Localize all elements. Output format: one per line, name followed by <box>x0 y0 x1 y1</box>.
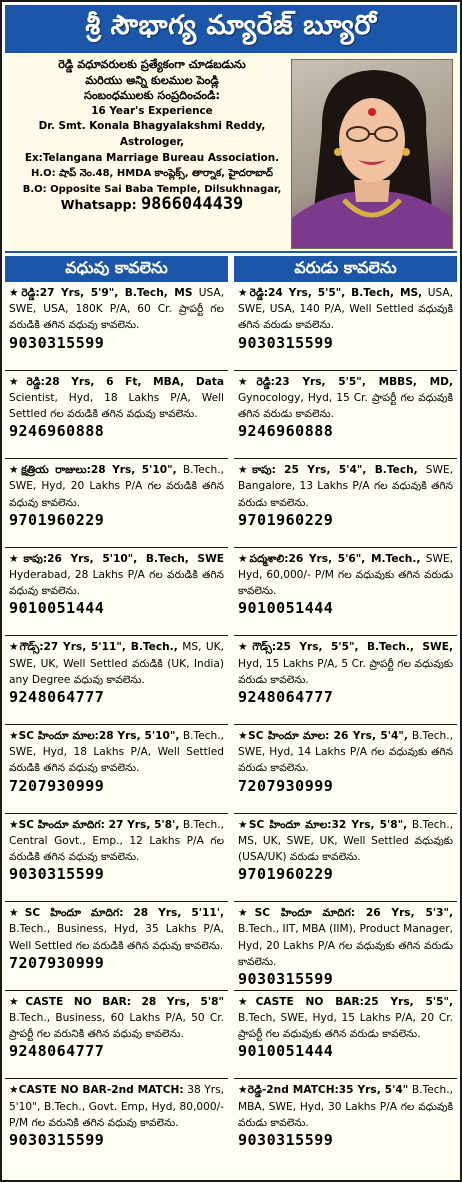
ad-entry <box>234 991 457 1080</box>
ad-text <box>9 728 224 777</box>
ad-text <box>238 374 453 423</box>
ad-headline: ★కాపు:26 Yrs, 5'10", B.Tech, SWE <box>9 552 224 565</box>
ad-headline: ★పద్మశాలి:26 Yrs, 5'6", M.Tech., <box>238 552 421 565</box>
ad-entry <box>5 548 228 637</box>
ad-phone[interactable]: 9248064777 <box>9 687 105 706</box>
ad-headline: ★రెడ్డి:24 Yrs, 5'5", B.Tech, MS, <box>238 287 423 299</box>
ex-role: Ex:Telangana Marriage Bureau Association. <box>24 151 280 164</box>
ad-text <box>9 905 224 954</box>
ad-details: Scientist, Hyd, 18 Lakhs P/A, Well Settled గల వరుడికి తగిన వధువు కావలెను. <box>9 391 224 420</box>
ad-headline: ★రెడ్డి-2nd MATCH:35 Yrs, 5'4" <box>238 1084 409 1097</box>
ad-headline: ★రెడ్డి:28 Yrs, 6 Ft, MBA, Data <box>9 375 224 388</box>
owner-role: Astrologer, <box>119 135 185 148</box>
ad-headline: ★CASTE NO BAR: 28 Yrs, 5'8" <box>9 995 224 1008</box>
experience: 16 Year's Experience <box>91 104 213 117</box>
ad-phone[interactable]: 9248064777 <box>238 687 334 706</box>
owner-name: Dr. Smt. Konala Bhagyalakshmi Reddy, <box>38 120 266 133</box>
ad-headline: ★గౌడ్స్:25 Yrs, 5'5", B.Tech., SWE, <box>238 641 453 654</box>
head-office: H.O: షాప్ నెం.48, HMDA కాంప్లెక్స్, తార్నాక, హైదరాబాద్ <box>31 168 273 180</box>
ad-text <box>9 462 224 511</box>
ad-details: SWE, Hyd, 60,000/- P/M గల వధువుకు తగిన వరుడు కావలెను. <box>238 552 453 598</box>
ad-phone[interactable]: 9246960888 <box>9 422 105 441</box>
ad-headline: ★కాపు: 25 Yrs, 5'4", B.Tech, <box>238 464 418 477</box>
groom-wanted-heading: వరుడు కావలెను <box>234 256 457 282</box>
ad-entry <box>234 725 457 814</box>
ad-details: USA, SWE, USA, 180K P/A, 60 Cr. ప్రాపర్టీ గల వరుడికి తగిన వధువు కావలెను. <box>9 287 224 332</box>
ad-entry <box>5 725 228 814</box>
ad-headline: ★CASTE NO BAR-2nd MATCH: <box>9 1084 184 1097</box>
ad-details: B.Tech., Central Govt., Emp., 12 Lakhs P/A గల వరుడికి తగిన వధువు కావలెను. <box>9 818 224 863</box>
ad-text <box>9 1082 224 1131</box>
ad-headline: ★గౌడ్స్:27 Yrs, 5'11", B.Tech., <box>9 641 178 654</box>
bureau-header <box>5 53 457 253</box>
ad-entry <box>5 1079 228 1168</box>
ad-details: B.Tech., SWE, Hyd, 20 Lakhs P/A గల వరుడికి తగిన వధువు కావలెను. <box>9 464 224 509</box>
ad-text <box>238 994 453 1043</box>
ad-phone[interactable]: 9030315599 <box>238 1130 334 1149</box>
ad-details: B.Tech., SWE, Hyd, 18 Lakhs P/A, Well Settled వరుడికి తగిన వధువు కావలెను. <box>9 729 224 775</box>
ad-entry <box>234 459 457 548</box>
ad-details: B.Tech., MBA, SWE, Hyd, 30 Lakhs P/A గల వధువుకి వరుడు కావలెను. <box>238 1084 453 1129</box>
ad-entry <box>5 282 228 371</box>
ad-phone[interactable]: 9701960229 <box>238 510 334 529</box>
ad-headline: ★SC హిందూ మాదిగ: 26 Yrs, 5'3", <box>238 907 453 920</box>
ad-entry <box>5 371 228 460</box>
ad-text <box>9 639 224 688</box>
ad-text <box>9 374 224 423</box>
ad-text <box>238 817 453 866</box>
ad-text <box>238 285 453 334</box>
groom-wanted-column <box>234 282 457 1168</box>
ad-text <box>9 994 224 1043</box>
ad-entry <box>234 814 457 903</box>
intro-line-1: రెడ్డి వధూవరులకు ప్రత్యేకంగా చూడబడును <box>58 58 246 71</box>
ad-headline: ★SC హిందూ మాదిగ: 28 Yrs, 5'11', <box>9 907 224 920</box>
whatsapp-number[interactable]: 9866044439 <box>140 194 244 215</box>
ad-text <box>9 285 224 334</box>
ad-entry <box>5 991 228 1080</box>
ad-headline: ★SC హిందూ మాల: 26 Yrs, 5'4", <box>238 729 408 742</box>
ad-details: B.Tech., SWE, Hyd, 14 Lakhs P/A గల వధువుకు తగిన వరుడు కావలెను. <box>238 729 454 775</box>
ad-details: B.Tech., IIT, MBA (IIM), Product Manager, Hyd, 20 Lakhs P/A గల వధువుకు తగిన వరుడు కావలెను. <box>238 923 453 968</box>
ad-text <box>238 639 453 688</box>
ad-headline: ★SC హిందూ మాదిగ: 27 Yrs, 5'8', <box>9 818 180 831</box>
ad-phone[interactable]: 9010051444 <box>238 599 334 618</box>
ad-text <box>9 817 224 866</box>
ad-entry <box>234 282 457 371</box>
ad-details: Hyd, 15 Lakhs P/A, 5 Cr. ప్రాపర్టీ గల వధువుకు వరుడు కావలెను. <box>238 657 453 686</box>
ad-text <box>9 551 224 600</box>
ad-phone[interactable]: 9030315599 <box>9 865 105 884</box>
ad-entry <box>5 814 228 903</box>
ad-details: B.Tech., Business, 60 Lakhs P/A, 50 Cr. ప్రాపర్టీ గల వరునికి తగిన వధువు కావలెను. <box>9 1011 224 1041</box>
ad-details: B.Tech., MS, UK, SWE, UK, Well Settled వధువుకు (USA/UK) వరుడు కావలెను. <box>238 818 453 863</box>
intro-line-2: మరియు అన్ని కులముల పెండ్లి <box>85 73 219 87</box>
ad-headline: ★క్షత్రియ రాజులు:28 Yrs, 5'10", <box>9 464 177 477</box>
owner-photo <box>291 59 453 249</box>
ad-text <box>238 1082 453 1131</box>
ad-entry <box>234 548 457 637</box>
ad-headline: ★రెడ్డి:23 Yrs, 5'5", MBBS, MD, <box>238 375 453 388</box>
ad-details: 38 Yrs, 5'10", B.Tech., Govt. Emp, Hyd, 80,000/- P/M గల వరునికి తగిన వధువు కావలెను. <box>9 1084 224 1129</box>
intro-line-3: సంబంధములకు సంప్రదించండి: <box>83 89 221 103</box>
ad-headline: ★SC హిందూ మాల:28 Yrs, 5'10", <box>9 729 180 742</box>
ad-entry <box>5 459 228 548</box>
ad-phone[interactable]: 7207930999 <box>9 953 105 972</box>
whatsapp-label: Whatsapp: <box>60 197 137 213</box>
ads-columns <box>5 282 457 1168</box>
ad-phone[interactable]: 7207930999 <box>9 776 105 795</box>
ad-entry <box>5 902 228 991</box>
ad-headline: ★SC హిందూ మాల:32 Yrs, 5'8", <box>238 818 408 831</box>
ad-entry <box>234 902 457 991</box>
ad-details: MS, UK, SWE, UK, Well Settled వరుడికి (UK, India) any Degree వధువు కావలెను. <box>9 641 224 686</box>
ad-phone[interactable]: 9701960229 <box>9 510 105 529</box>
bride-wanted-column <box>5 282 228 1168</box>
ad-phone[interactable]: 9030315599 <box>238 969 334 988</box>
ad-phone[interactable]: 7207930999 <box>238 776 334 795</box>
bureau-title: శ్రీ సౌభాగ్య మ్యారేజ్ బ్యూరో <box>5 5 457 53</box>
ad-details: Gynocology, Hyd, 15 Cr. ప్రాపర్టీ గల వధువుకి తగిన వరుడు కావలెను. <box>238 391 453 420</box>
ad-entry <box>234 1079 457 1168</box>
portrait-illustration <box>292 60 452 248</box>
ad-phone[interactable]: 9010051444 <box>238 1042 334 1061</box>
ad-headline: ★రెడ్డి:27 Yrs, 5'9", B.Tech, MS <box>9 287 193 299</box>
bride-wanted-heading: వధువు కావలెను <box>5 256 228 282</box>
ad-details: SWE, Bangalore, 13 Lakhs P/A గల వధువుకి తగిన వరుడు కావలెను. <box>238 464 453 509</box>
ad-phone[interactable]: 9010051444 <box>9 599 105 618</box>
ad-text <box>238 551 453 600</box>
ad-text <box>238 728 453 777</box>
ad-headline: ★CASTE NO BAR:25 Yrs, 5'5", <box>238 995 453 1008</box>
ad-details: USA, SWE, USA, 140 P/A, Well Settled వధువుకి తగిన వరుడు కావలెను. <box>238 287 454 332</box>
ad-details: B.Tech., Business, Hyd, 35 Lakhs P/A, Well Settled గల వరుడికి తగిన వధువు కావలెను. <box>9 923 224 952</box>
ad-phone[interactable]: 9248064777 <box>9 1042 105 1061</box>
ad-entry <box>5 636 228 725</box>
bureau-info <box>7 57 297 213</box>
column-headings <box>5 256 457 282</box>
ad-phone[interactable]: 9030315599 <box>9 1130 105 1149</box>
ad-phone[interactable]: 9030315599 <box>238 333 334 352</box>
whatsapp-line <box>7 194 297 215</box>
ad-phone[interactable]: 9030315599 <box>9 333 105 352</box>
ad-text <box>238 905 453 970</box>
ad-phone[interactable]: 9701960229 <box>238 865 334 884</box>
branch-office: B.O: Opposite Sai Baba Temple, Dilsukhnagar, <box>22 183 282 195</box>
ad-details: B.Tech, SWE, Hyd, 15 Lakhs P/A, 20 Cr. ప్రాపర్టీ గల వధువుకు తగిన వరుడు కావలెను. <box>238 1011 453 1041</box>
ad-details: Hyderabad, 28 Lakhs P/A గల వరుడికి తగిన వధువు కావలెను. <box>9 568 224 598</box>
ad-text <box>238 462 453 511</box>
ad-phone[interactable]: 9246960888 <box>238 422 334 441</box>
ad-entry <box>234 636 457 725</box>
ad-entry <box>234 371 457 460</box>
